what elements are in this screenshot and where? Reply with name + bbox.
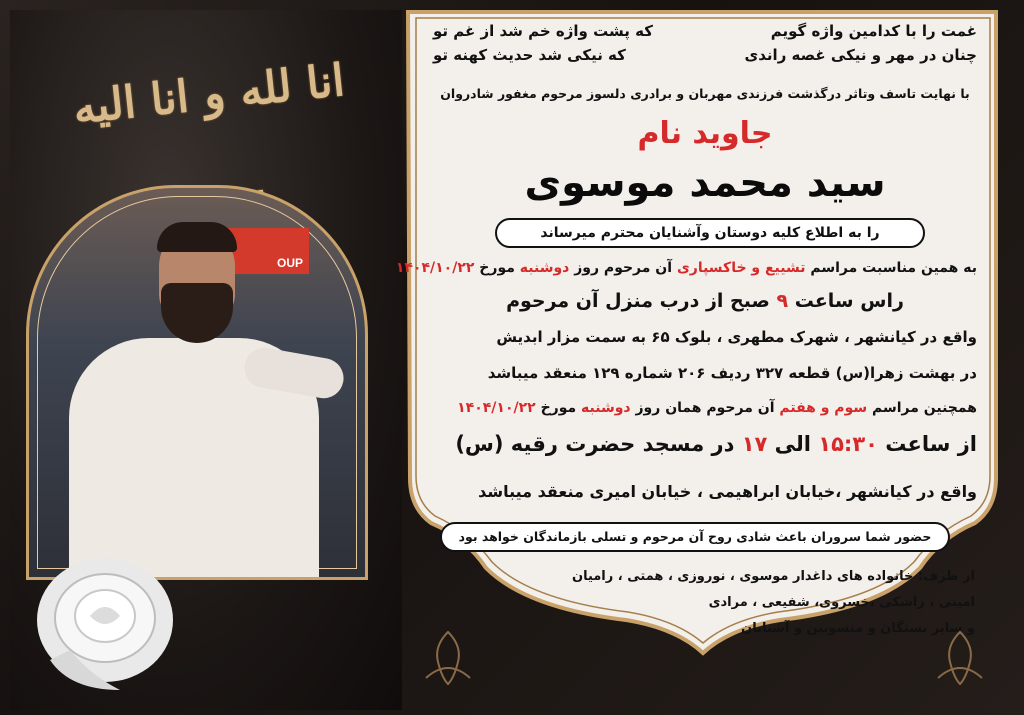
background-sign: OUP <box>219 228 309 274</box>
text: به همین مناسبت مراسم <box>805 260 977 276</box>
left-photo-panel <box>10 10 402 710</box>
address-line: واقع در کیانشهر ، شهرک مطهری ، بلوک ۶۵ به سمت مزار ابدیش <box>496 328 977 346</box>
family-line: امینی ، راشکی ،خسروی، شفیعی ، مرادی <box>708 595 975 610</box>
date: ۱۴۰۴/۱۰/۲۲ <box>457 400 536 416</box>
hour: ۹ <box>776 290 789 312</box>
calligraphy-inscription: انا لله و انا الیه <box>70 54 347 135</box>
ornament-icon <box>930 628 990 688</box>
time-line <box>425 290 985 312</box>
family-list <box>475 564 975 642</box>
inform-banner: را به اطلاع کلیه دوستان وآشنایان محترم میرساند <box>495 218 925 248</box>
date: ۱۴۰۴/۱۰/۲۲ <box>395 260 475 276</box>
ceremony-type: تشییع و خاکسپاری <box>676 260 806 276</box>
poem-line: که نیکی شد حدیث کهنه تو <box>433 46 626 64</box>
poem <box>425 22 985 70</box>
text: الی <box>767 432 819 456</box>
memorial-line <box>425 400 985 416</box>
portrait-beard <box>161 283 233 343</box>
ceremony-type: سوم و هفتم <box>779 400 868 416</box>
text: مورخ <box>535 400 582 416</box>
poem-line: چنان در مهر و نیکی غصه راندی <box>744 46 977 64</box>
intro-text: با نهایت تاسف وتاثر درگذشت فرزندی مهربان و برادری دلسوز مرحوم مغفور شادروان <box>440 86 970 101</box>
family-line: از طرف: خانواده های داغدار موسوی ، نوروزی ، همتی ، رامیان <box>571 569 975 584</box>
end-time: ۱۷ <box>741 432 768 456</box>
day: دوشنبه <box>581 400 631 416</box>
mosque-line <box>425 432 985 456</box>
text: آن مرحوم همان روز <box>630 400 780 416</box>
deceased-name: سید محمد موسوی <box>524 160 886 206</box>
text: آن مرحوم روز <box>569 260 677 276</box>
mosque-name: در مسجد حضرت رقیه (س) <box>455 432 742 456</box>
funeral-line <box>395 260 985 276</box>
mosque-address-line: واقع در کیانشهر ،خیابان ابراهیمی ، خیابان امیری منعقد میباشد <box>478 482 977 501</box>
start-time: ۱۵:۳۰ <box>818 432 878 456</box>
day: دوشنبه <box>519 260 570 276</box>
portrait-frame <box>26 185 368 580</box>
announcement-text <box>395 12 985 636</box>
family-line: و سایر بستگان و منسوبین و آشنایان <box>741 621 975 636</box>
white-rose-icon <box>30 540 180 700</box>
text: صبح از درب منزل آن مرحوم <box>506 290 777 312</box>
memorial-title: جاوید نام <box>637 116 773 151</box>
text: مورخ <box>474 260 520 276</box>
presence-banner: حضور شما سروران باعث شادی روح آن مرحوم و تسلی بازماندگان خواهد بود <box>440 522 950 552</box>
cemetery-line: در بهشت زهرا(س) قطعه ۳۲۷ ردیف ۲۰۶ شماره ۱۲۹ منعقد میباشد <box>487 364 977 382</box>
text: راس ساعت <box>788 290 904 312</box>
poem-line: که پشت واژه خم شد از غم تو <box>433 22 653 40</box>
text: از ساعت <box>877 432 977 456</box>
text: همچنین مراسم <box>867 400 977 416</box>
portrait-hair <box>157 222 237 252</box>
poem-line: غمت را با کدامین واژه گویم <box>770 22 977 40</box>
ornament-icon <box>418 628 478 688</box>
